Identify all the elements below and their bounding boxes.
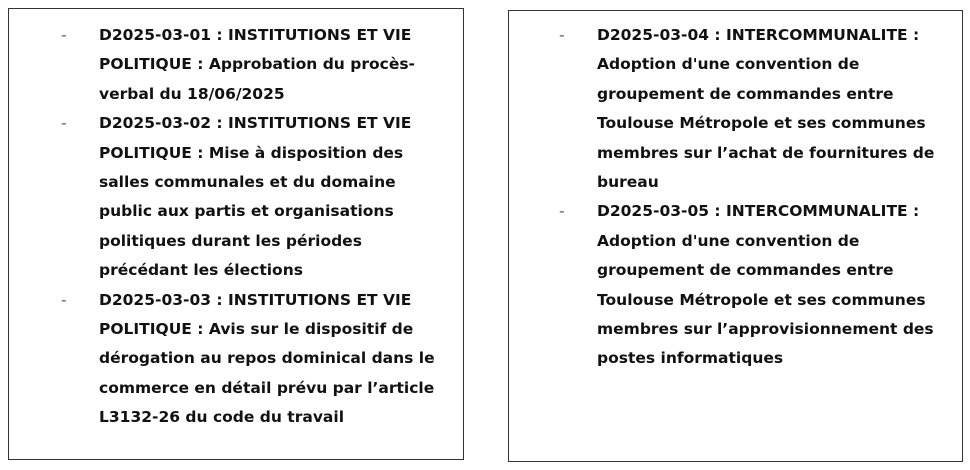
deliberation-code: D2025-03-03 bbox=[99, 290, 212, 309]
separator: : bbox=[211, 114, 229, 133]
separator: : bbox=[709, 26, 727, 44]
deliberation-title: Adoption d'une convention de groupement de commandes entre Toulouse Métropole et ses communes membres sur l’achat de fournitures de bureau bbox=[597, 55, 935, 192]
deliberation-category: INTERCOMMUNALITE bbox=[726, 26, 908, 44]
deliberation-code: D2025-03-02 bbox=[99, 114, 212, 133]
separator: : bbox=[907, 202, 920, 221]
deliberation-item bbox=[559, 21, 952, 197]
separator: : bbox=[191, 143, 209, 162]
list-dash: - bbox=[61, 290, 67, 309]
left-deliberation-list bbox=[61, 21, 449, 433]
deliberation-title: Approbation du procès-verbal du 18/06/2025 bbox=[99, 55, 415, 103]
list-dash: - bbox=[61, 114, 67, 133]
separator: : bbox=[191, 320, 209, 339]
separator: : bbox=[211, 26, 229, 44]
list-dash: - bbox=[559, 202, 565, 221]
list-dash: - bbox=[61, 26, 67, 44]
deliberation-code: D2025-03-01 bbox=[99, 26, 212, 44]
right-deliberation-list bbox=[559, 21, 952, 374]
deliberation-category: INSTITUTIONS ET VIE POLITIQUE bbox=[99, 114, 412, 162]
deliberation-title: Avis sur le dispositif de dérogation au repos dominical dans le commerce en détail prévu par l’article L3132-26 du code du travail bbox=[99, 320, 435, 427]
separator: : bbox=[211, 290, 229, 309]
deliberation-item bbox=[559, 197, 952, 373]
deliberation-code: D2025-03-05 bbox=[597, 202, 710, 221]
deliberation-item bbox=[61, 21, 449, 109]
deliberation-category: INSTITUTIONS ET VIE POLITIQUE bbox=[99, 26, 412, 74]
list-dash: - bbox=[559, 26, 565, 44]
separator: : bbox=[709, 202, 727, 221]
separator: : bbox=[907, 26, 920, 44]
separator: : bbox=[191, 55, 209, 74]
deliberation-item bbox=[61, 109, 449, 285]
deliberation-category: INSTITUTIONS ET VIE POLITIQUE bbox=[99, 290, 412, 339]
deliberation-item bbox=[61, 286, 449, 433]
deliberation-category: INTERCOMMUNALITE bbox=[726, 202, 908, 221]
deliberation-code: D2025-03-04 bbox=[597, 26, 710, 44]
deliberation-title: Adoption d'une convention de groupement de commandes entre Toulouse Métropole et ses communes membres sur l’approvisionnement des postes informatiques bbox=[597, 231, 934, 368]
deliberation-title: Mise à disposition des salles communales et du domaine public aux partis et organisations politiques durant les périodes précédant les élections bbox=[99, 143, 404, 280]
right-deliberations-box bbox=[508, 10, 963, 462]
left-deliberations-box bbox=[8, 8, 464, 460]
